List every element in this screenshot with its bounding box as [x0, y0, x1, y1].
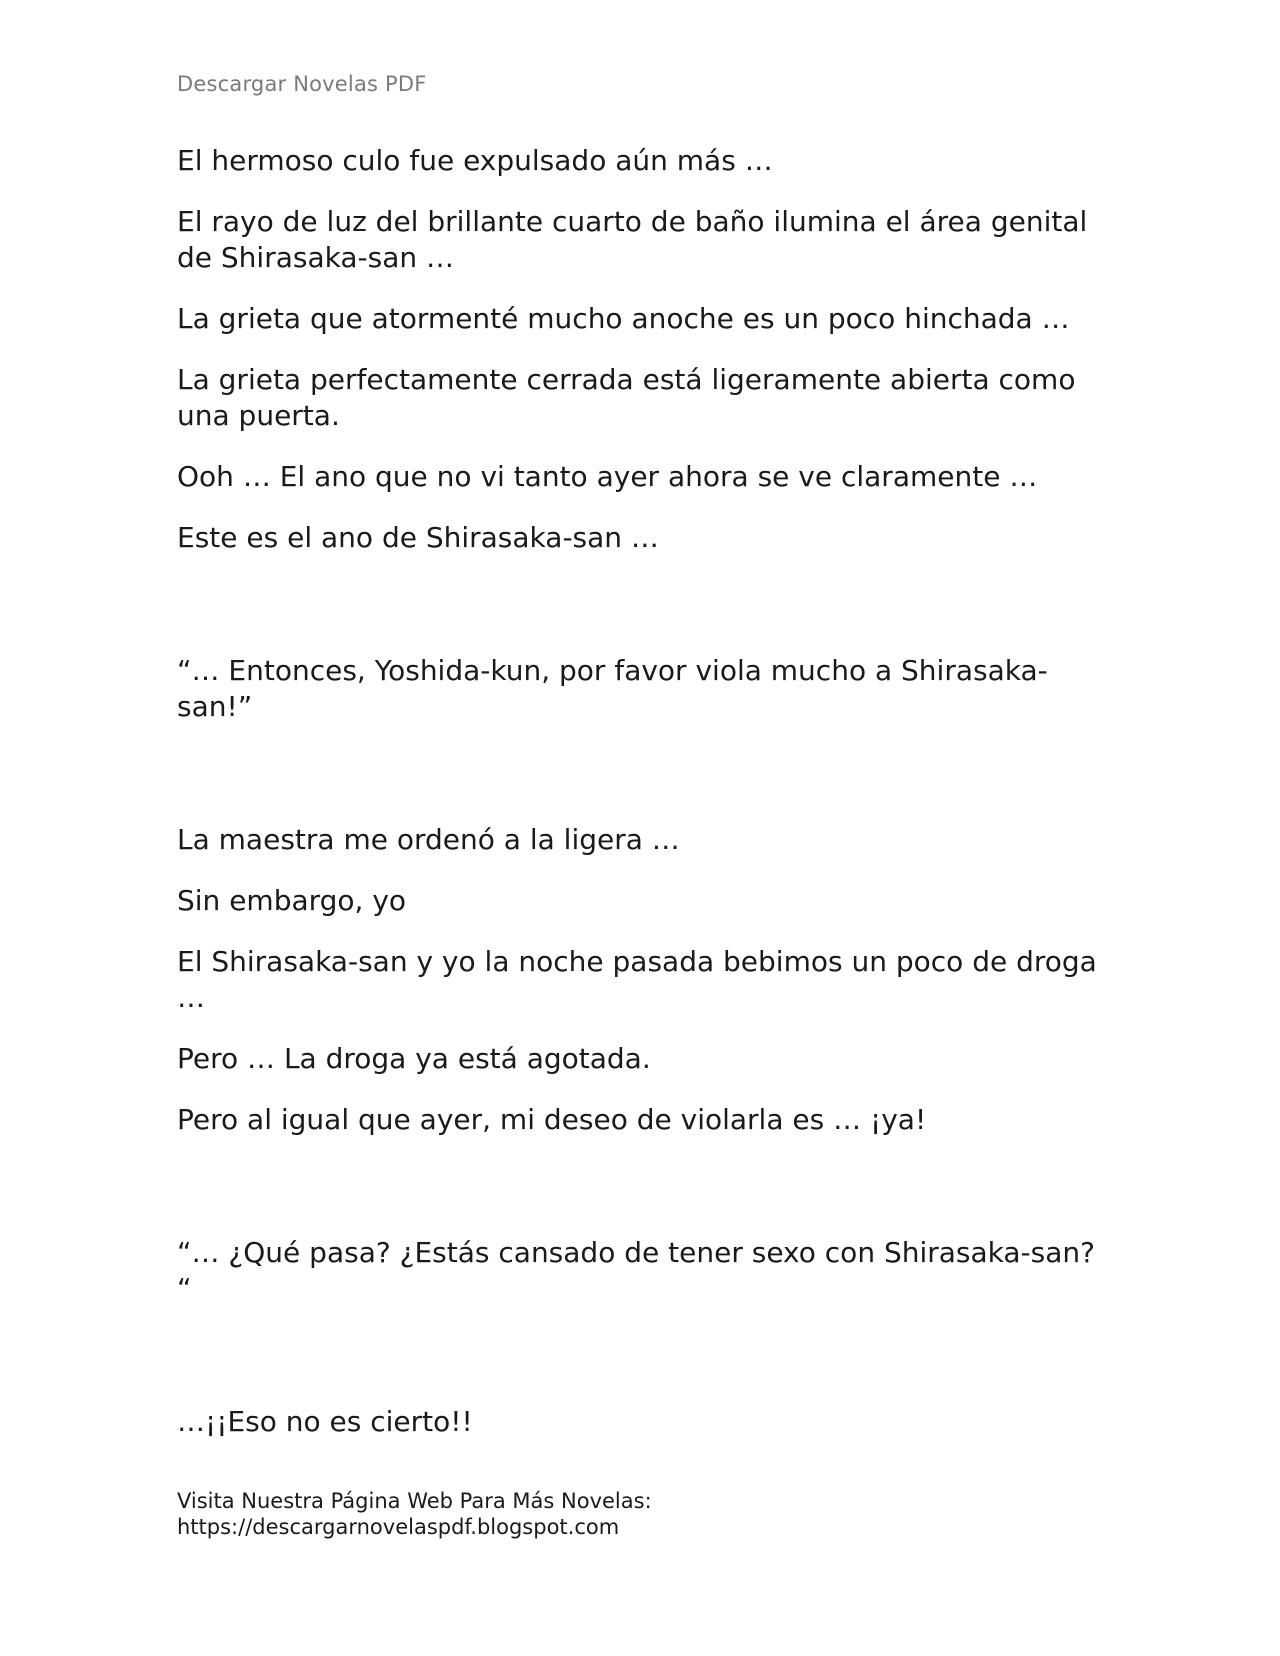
paragraph-12: Pero al igual que ayer, mi deseo de violarla es … ¡ya! — [177, 1103, 927, 1136]
paragraph-5: Ooh … El ano que no vi tanto ayer ahora se ve claramente … — [177, 460, 1038, 493]
footer-url: https://descargarnovelaspdf.blogspot.com — [177, 1515, 620, 1539]
paragraph-8: La maestra me ordenó a la ligera … — [177, 823, 680, 856]
paragraph-10: El Shirasaka-san y yo la noche pasada bebimos un poco de droga … — [177, 945, 1097, 1014]
document-body — [177, 143, 1097, 1465]
paragraph-14: …¡¡Eso no es cierto!! — [177, 1405, 473, 1438]
paragraph-3: La grieta que atormenté mucho anoche es un poco hinchada … — [177, 302, 1070, 335]
paragraph-6: Este es el ano de Shirasaka-san … — [177, 521, 659, 554]
page-header: Descargar Novelas PDF — [177, 72, 427, 96]
footer-promo-text: Visita Nuestra Página Web Para Más Novelas: — [177, 1489, 652, 1513]
paragraph-2: El rayo de luz del brillante cuarto de baño ilumina el área genital de Shirasaka-san … — [177, 205, 1088, 274]
paragraph-9: Sin embargo, yo — [177, 884, 407, 917]
paragraph-13: “… ¿Qué pasa? ¿Estás cansado de tener sexo con Shirasaka-san? “ — [177, 1236, 1096, 1305]
paragraph-7: “… Entonces, Yoshida-kun, por favor viola mucho a Shirasaka-san!” — [177, 654, 1048, 723]
paragraph-1: El hermoso culo fue expulsado aún más … — [177, 144, 773, 177]
paragraph-4: La grieta perfectamente cerrada está ligeramente abierta como una puerta. — [177, 363, 1076, 432]
page-footer — [177, 1488, 652, 1540]
paragraph-11: Pero … La droga ya está agotada. — [177, 1042, 651, 1075]
